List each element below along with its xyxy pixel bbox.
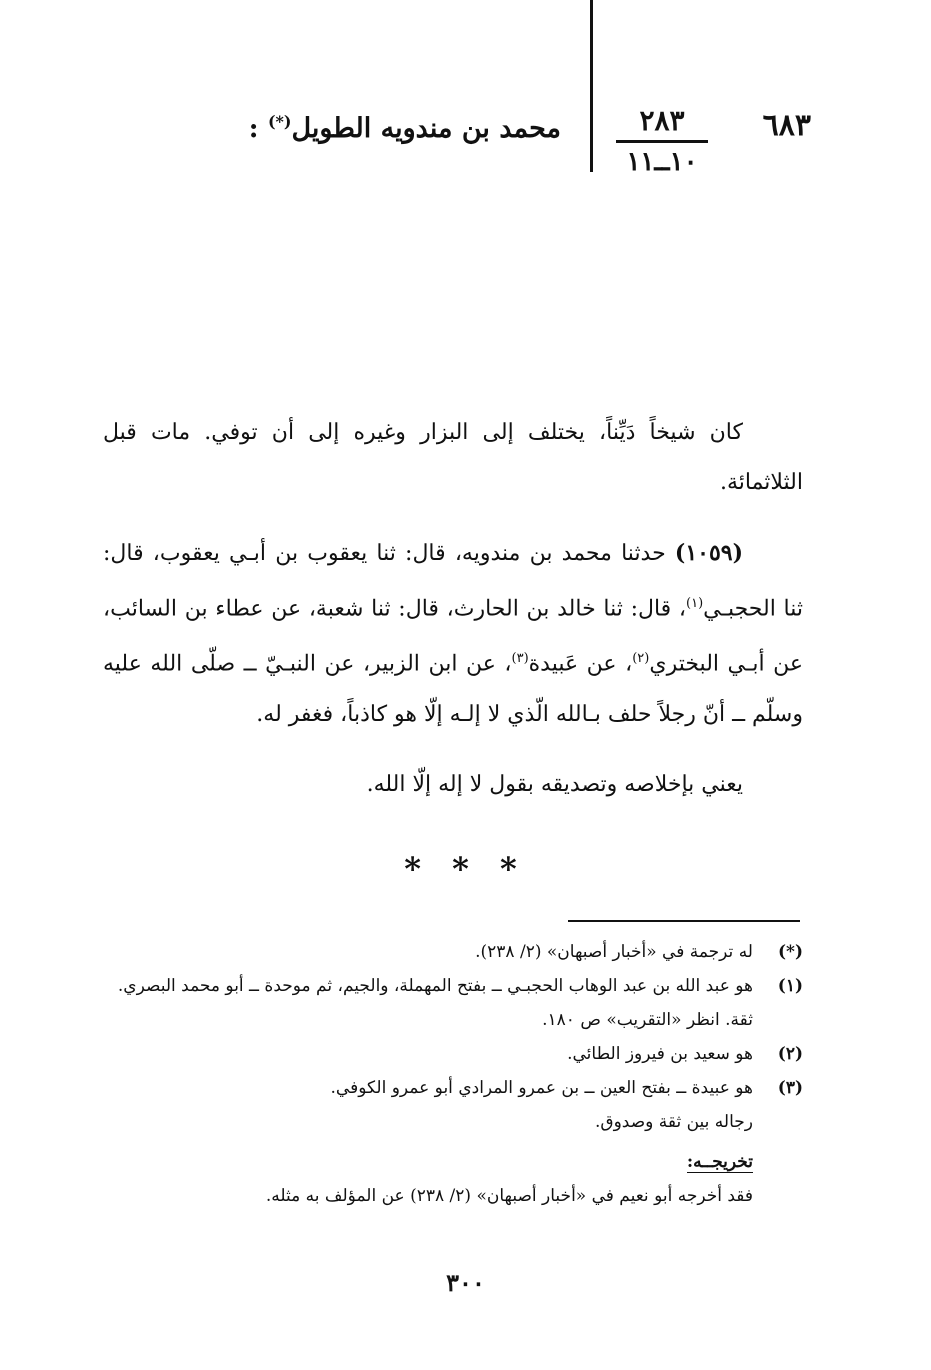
footnote-1: [103, 969, 803, 1037]
section-separator-stars: * * *: [404, 850, 527, 888]
page-number: ٣٠٠: [446, 1268, 485, 1297]
footnote-mark: (*): [778, 942, 803, 962]
fraction-bar: [616, 140, 708, 143]
page-header: [0, 0, 931, 200]
main-text: [103, 408, 803, 810]
footnote-mark: (٢): [777, 1044, 803, 1064]
footnote-ref-1: (١): [686, 596, 704, 611]
hadith-text-part-4: ، عن ابن الزبير، عن النبـيّ ــ صلّى الله عليه وسلّم ــ أنّ رجلاً حلف بـالله الّذي لا إلـه إلّا هو كاذباً، فغفر له.: [103, 651, 803, 727]
takhrij-text: فقد أخرجه أبو نعيم في «أخبار أصبهان» (٢/ ٢٣٨) عن المؤلف به مثله.: [265, 1186, 753, 1206]
footnote-ref-2: (٢): [632, 651, 650, 667]
hadith-text-part-1: حدثنا محمد بن مندويه، قال: ثنا يعقوب بن أبـي يعقوب، قال: ثنا الحجبـي: [103, 541, 803, 622]
footnote-text: هو عبد الله بن عبد الوهاب الحجبـي ــ بفتح المهملة، والجيم، ثم موحدة ــ أبو محمد البصري. ثقة. انظر «التقريب» ص ١٨٠.: [117, 976, 753, 1030]
takhrij-heading: [103, 1145, 803, 1179]
entry-title-text: محمد بن مندويه الطويل: [291, 113, 561, 144]
hadith-number: (١٠٥٩): [674, 540, 743, 566]
fraction-numerator: ٢٨٣: [639, 104, 685, 137]
footnotes: [103, 935, 803, 1213]
fraction-denominator: ١٠ــ١١: [626, 147, 698, 177]
takhrij-heading-text: تخريجــه:: [686, 1152, 753, 1172]
entry-title-colon: :: [248, 113, 259, 144]
footnote-2: [103, 1037, 803, 1071]
header-vertical-rule: [590, 0, 593, 172]
footnote-star: [103, 935, 803, 969]
footnote-text: له ترجمة في «أخبار أصبهان» (٢/ ٢٣٨).: [475, 942, 753, 962]
hadith-text-part-2: ، قال: ثنا خالد بن الحارث، قال: ثنا شعبة، عن عطاء بن السائب، عن أبـي البختري: [103, 596, 803, 677]
footnote-divider: [568, 920, 800, 922]
entry-title: [249, 112, 561, 144]
commentary-paragraph: يعني بإخلاصه وتصديقه بقول لا إله إلّا الله.: [366, 771, 743, 797]
footnote-3: [103, 1071, 803, 1105]
hadith-paragraph: [103, 528, 803, 740]
footnote-text: هو سعيد بن فيروز الطائي.: [567, 1044, 753, 1064]
entry-title-footnote-mark: (*): [267, 112, 292, 131]
footnote-mark: (١): [777, 976, 803, 996]
entry-number: ٦٨٣: [762, 108, 811, 143]
footnote-mark: (٣): [777, 1078, 803, 1098]
biography-paragraph: كان شيخاً دَيِّناً، يختلف إلى البزار وغيره إلى أن توفي. مات قبل الثلاثمائة.: [103, 420, 803, 495]
entry-fraction-reference: [612, 104, 712, 179]
footnote-ref-3: (٣): [511, 651, 529, 667]
grading-note: رجاله بين ثقة وصدوق.: [594, 1112, 753, 1132]
hadith-text-part-3: ، عن عَبيدة: [528, 651, 633, 677]
footnote-text: هو عبيدة ــ بفتح العين ــ بن عمرو المرادي أبو عمرو الكوفي.: [330, 1078, 753, 1098]
